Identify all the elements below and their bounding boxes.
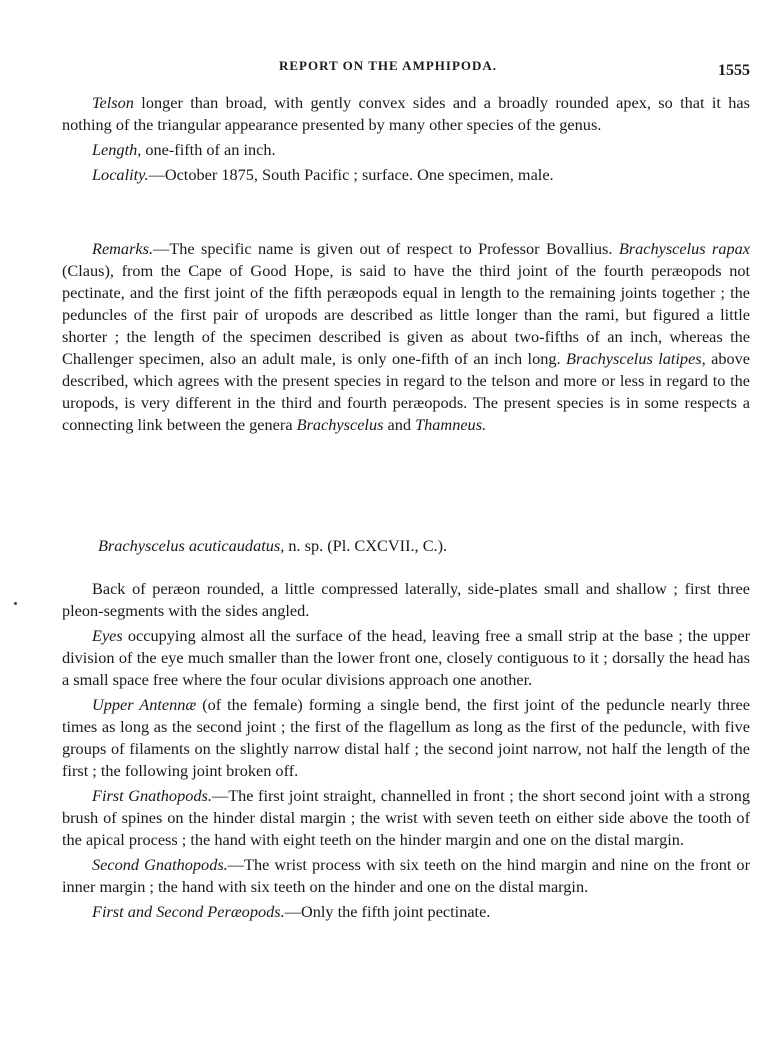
telson-text: longer than broad, with gently convex sides and a broadly rounded apex, so that it has nothing of the triangular appearance presented by many other species of the genus. — [62, 93, 750, 134]
species-heading-line — [62, 535, 750, 557]
second-gnathopods-paragraph — [62, 854, 750, 898]
remarks-text-2: (Claus), from the Cape of Good Hope, is said to have the third joint of the fourth peræopods not pectinate, and the first joint of the fifth peræopods equal in length to the remaining joints together ; the peduncles of the first pair of uropods are described as little longer than the rami, but figured a little shorter ; the length of the specimen described is given as about two-fifths of an inch, whereas the Challenger specimen, also an adult male, is only one-fifth of an inch long. — [62, 261, 750, 368]
length-label: Length — [92, 140, 138, 159]
antennae-label: Upper Antennæ — [92, 695, 197, 714]
remarks-genus-2: Thamneus. — [415, 415, 487, 434]
species-rest: n. sp. (Pl. CXCVII., C.). — [284, 536, 448, 555]
eyes-label: Eyes — [92, 626, 123, 645]
species-heading — [62, 535, 750, 557]
first-gnathopods-text: —The first joint straight, channelled in front ; the short second joint with a strong brush of spines on the hinder distal margin ; the wrist with seven teeth on either side above the tooth of the apical process ; the hand with eight teeth on the hinder margin and one on the distal margin. — [62, 786, 750, 849]
back-paragraph: Back of peræon rounded, a little compressed laterally, side-plates small and shallow ; first three pleon-segments with the sides angled. — [62, 579, 750, 620]
remarks-genus-1: Brachyscelus — [296, 415, 384, 434]
remarks-text-4: and — [383, 415, 416, 434]
second-gnathopods-text: —The wrist process with six teeth on the hind margin and nine on the front or inner margin ; the hand with six teeth on the hinder and one on the distal margin. — [62, 855, 750, 896]
second-gnathopods-label: Second Gnathopods. — [92, 855, 228, 874]
remarks-label: Remarks. — [92, 239, 154, 258]
margin-dot — [14, 602, 17, 605]
remarks-text-1: —The specific name is given out of respect to Professor Bovallius. — [153, 239, 619, 258]
remarks-text-3: above described, which agrees with the present species in regard to the telson and more or less in regard to the uropods, is very different in the third and fourth peræopods. The present species is in some respects a connecting link between the genera — [62, 349, 751, 434]
length-paragraph — [62, 139, 750, 161]
antennae-text: (of the female) forming a single bend, the first joint of the peduncle nearly three times as long as the second joint ; the first of the flagellum as long as the first of the peduncle, with five groups of filaments on the slightly narrow distal half ; the second joint narrow, not half the length of the first ; the following joint broken off. — [62, 695, 750, 780]
peraeopods-paragraph — [62, 901, 750, 923]
eyes-text: occupying almost all the surface of the head, leaving free a small strip at the base ; the upper division of the eye much smaller than the lower front one, closely contiguous to it ; dorsally the head has a small space free where the four ocular divisions approach one another. — [62, 626, 750, 689]
remarks-paragraph — [62, 238, 750, 436]
locality-label: Locality. — [92, 165, 149, 184]
running-title: REPORT ON THE AMPHIPODA. — [278, 58, 498, 73]
locality-text: —October 1875, South Pacific ; surface. One specimen, male. — [148, 165, 554, 184]
remarks-species-2: Brachyscelus latipes, — [566, 349, 706, 368]
length-text: , one-fifth of an inch. — [137, 140, 276, 159]
peraeopods-text: —Only the fifth joint pectinate. — [284, 902, 491, 921]
telson-paragraph — [62, 92, 750, 136]
remarks-section — [62, 238, 750, 436]
telson-section — [62, 92, 750, 186]
remarks-species-1: Brachyscelus rapax — [618, 239, 750, 258]
eyes-paragraph — [62, 625, 750, 691]
peraeopods-label: First and Second Peræopods. — [92, 902, 285, 921]
telson-label: Telson — [92, 93, 134, 112]
first-gnathopods-label: First Gnathopods. — [92, 786, 212, 805]
species-name: Brachyscelus acuticaudatus, — [98, 536, 285, 555]
locality-paragraph — [62, 164, 750, 186]
first-gnathopods-paragraph — [62, 785, 750, 851]
description-section — [62, 578, 750, 923]
antennae-paragraph — [62, 694, 750, 782]
page-number: 1555 — [718, 62, 750, 79]
